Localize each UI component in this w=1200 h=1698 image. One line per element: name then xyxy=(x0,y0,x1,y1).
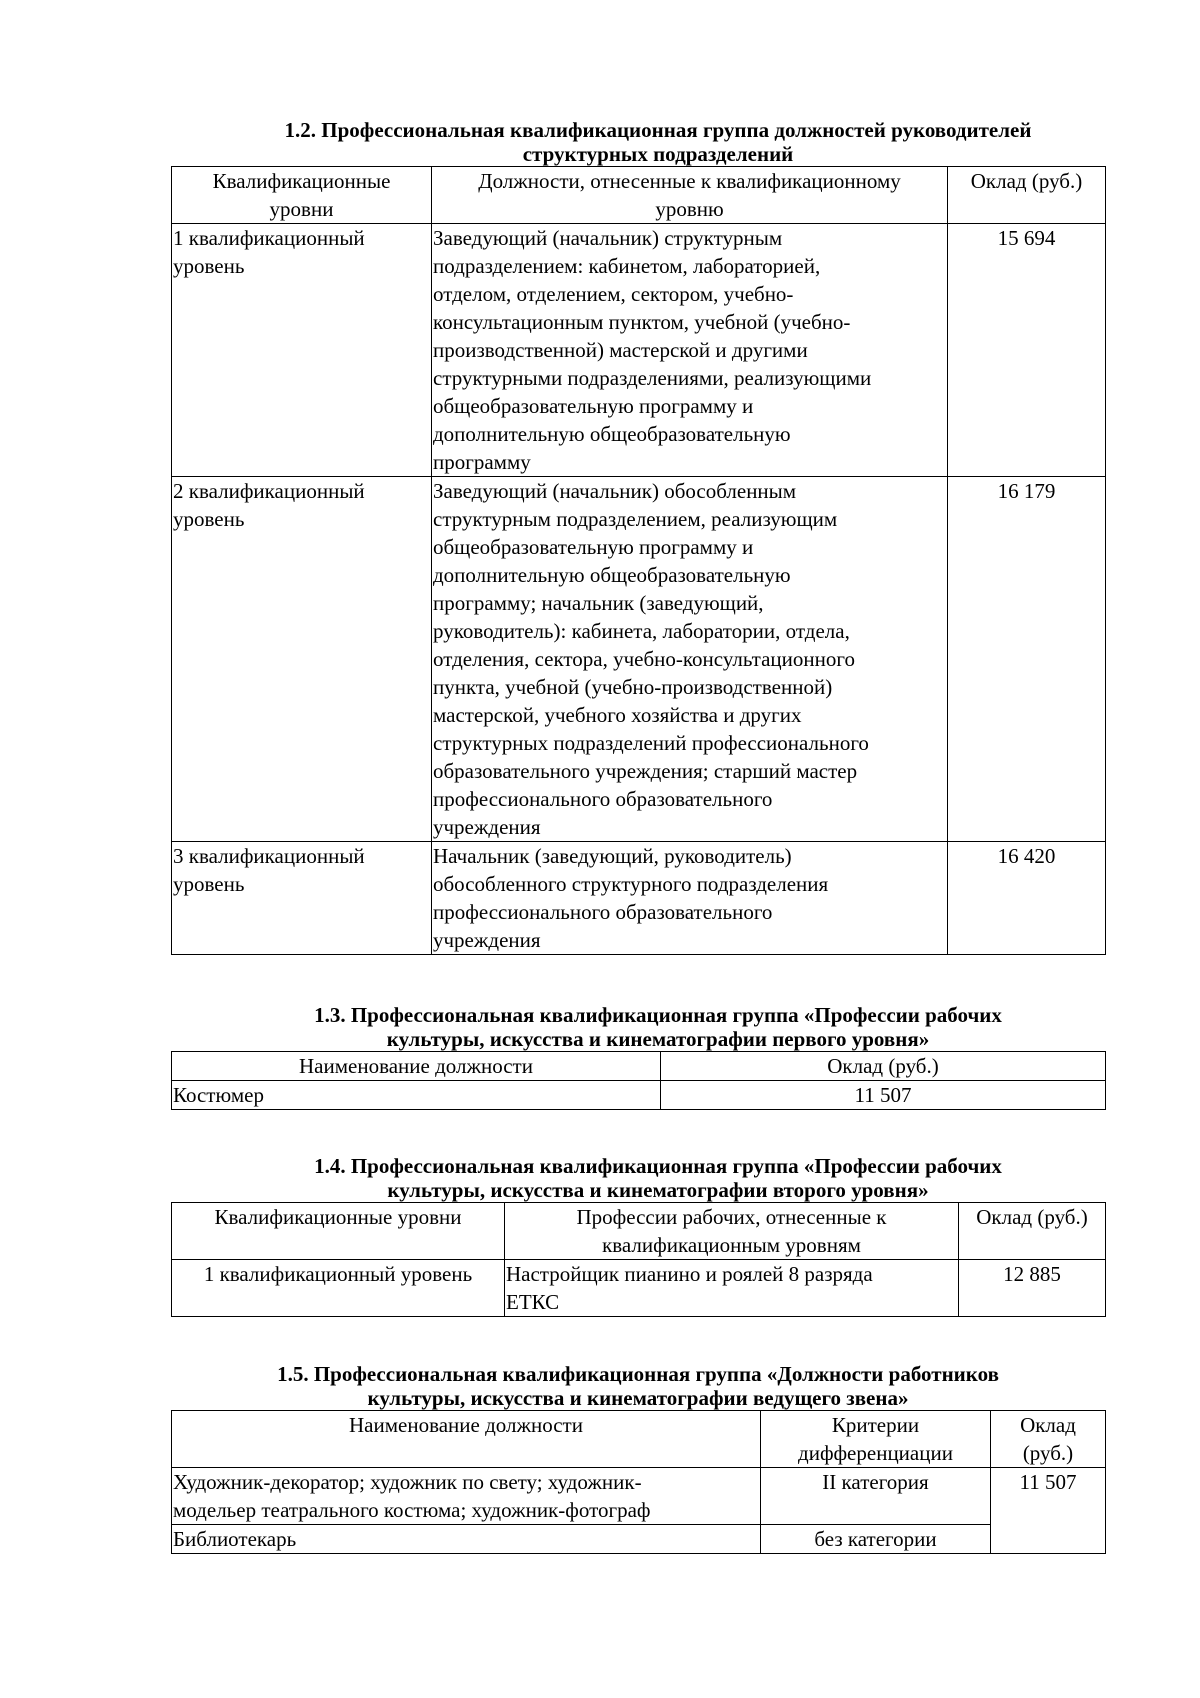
criteria-cell: без категории xyxy=(761,1525,991,1554)
name-cell: Художник-декоратор; художник по свету; художник- модельер театрального костюма; художник-фотограф xyxy=(172,1468,761,1525)
level-cell: 2 квалификационный уровень xyxy=(172,477,432,842)
header-cell-levels: Квалификационные уровни xyxy=(172,167,432,224)
table-1-5 xyxy=(171,1410,1106,1554)
salary-cell: 11 507 xyxy=(991,1468,1106,1554)
section-1-2 xyxy=(171,118,1105,955)
salary-cell: 11 507 xyxy=(661,1081,1106,1110)
table-1-4 xyxy=(171,1202,1106,1317)
section-1-3 xyxy=(171,1003,1105,1110)
section-title-line: 1.3. Профессиональная квалификационная группа «Профессии рабочих xyxy=(314,1003,1002,1027)
section-1-4 xyxy=(171,1154,1105,1317)
table-row xyxy=(172,477,1106,842)
table-row xyxy=(172,1525,1106,1554)
name-cell: Библиотекарь xyxy=(172,1525,761,1554)
level-cell: 1 квалификационный уровень xyxy=(172,1260,505,1317)
table-1-2 xyxy=(171,166,1106,955)
positions-cell: Заведующий (начальник) структурным подразделением: кабинетом, лабораторией, отделом, отделением, сектором, учебно- консультационным пунктом, учебной (учебно- производственной) мастерской и другими структурными подразделениями, реализующими общеобразовательную программу и дополнительную общеобразовательную программу xyxy=(432,224,948,477)
header-cell-salary: Оклад (руб.) xyxy=(959,1203,1106,1260)
salary-cell: 16 179 xyxy=(948,477,1106,842)
section-title xyxy=(171,118,1105,166)
section-1-5 xyxy=(171,1362,1105,1554)
section-title xyxy=(171,1362,1105,1410)
section-title-line: структурных подразделений xyxy=(522,142,794,166)
salary-cell: 16 420 xyxy=(948,842,1106,955)
section-title xyxy=(171,1154,1105,1202)
section-title-line: 1.4. Профессиональная квалификационная группа «Профессии рабочих xyxy=(314,1154,1002,1178)
table-header-row xyxy=(172,1052,1106,1081)
section-title-line: 1.5. Профессиональная квалификационная группа «Должности работников xyxy=(277,1362,999,1386)
header-cell-name: Наименование должности xyxy=(172,1052,661,1081)
table-header-row xyxy=(172,1203,1106,1260)
table-1-3 xyxy=(171,1051,1106,1110)
section-title-line: культуры, искусства и кинематографии первого уровня» xyxy=(386,1027,930,1051)
table-row xyxy=(172,224,1106,477)
header-cell-salary: Оклад (руб.) xyxy=(991,1411,1106,1468)
section-title xyxy=(171,1003,1105,1051)
section-title-line: культуры, искусства и кинематографии второго уровня» xyxy=(387,1178,929,1202)
criteria-cell: II категория xyxy=(761,1468,991,1525)
level-cell: 3 квалификационный уровень xyxy=(172,842,432,955)
table-row xyxy=(172,1468,1106,1525)
professions-cell: Настройщик пианино и роялей 8 разряда ЕТКС xyxy=(505,1260,959,1317)
header-cell-criteria: Критерии дифференциации xyxy=(761,1411,991,1468)
header-cell-positions: Должности, отнесенные к квалификационному уровню xyxy=(432,167,948,224)
header-cell-levels: Квалификационные уровни xyxy=(172,1203,505,1260)
header-cell-name: Наименование должности xyxy=(172,1411,761,1468)
table-row xyxy=(172,1260,1106,1317)
table-header-row xyxy=(172,167,1106,224)
positions-cell: Начальник (заведующий, руководитель) обособленного структурного подразделения профессионального образовательного учреждения xyxy=(432,842,948,955)
positions-cell: Заведующий (начальник) обособленным структурным подразделением, реализующим общеобразовательную программу и дополнительную общеобразовательную программу; начальник (заведующий, руководитель): кабинета, лаборатории, отдела, отделения, сектора, учебно-консультационного пункта, учебной (учебно-производственной) мастерской, учебного хозяйства и других структурных подразделений профессионального образовательного учреждения; старший мастер профессионального образовательного учреждения xyxy=(432,477,948,842)
section-title-line: культуры, искусства и кинематографии ведущего звена» xyxy=(367,1386,909,1410)
header-cell-salary: Оклад (руб.) xyxy=(948,167,1106,224)
table-header-row xyxy=(172,1411,1106,1468)
header-cell-salary: Оклад (руб.) xyxy=(661,1052,1106,1081)
table-row xyxy=(172,842,1106,955)
table-row xyxy=(172,1081,1106,1110)
salary-cell: 12 885 xyxy=(959,1260,1106,1317)
level-cell: 1 квалификационный уровень xyxy=(172,224,432,477)
section-title-line: 1.2. Профессиональная квалификационная группа должностей руководителей xyxy=(284,118,1032,142)
salary-cell: 15 694 xyxy=(948,224,1106,477)
name-cell: Костюмер xyxy=(172,1081,661,1110)
header-cell-professions: Профессии рабочих, отнесенные к квалификационным уровням xyxy=(505,1203,959,1260)
